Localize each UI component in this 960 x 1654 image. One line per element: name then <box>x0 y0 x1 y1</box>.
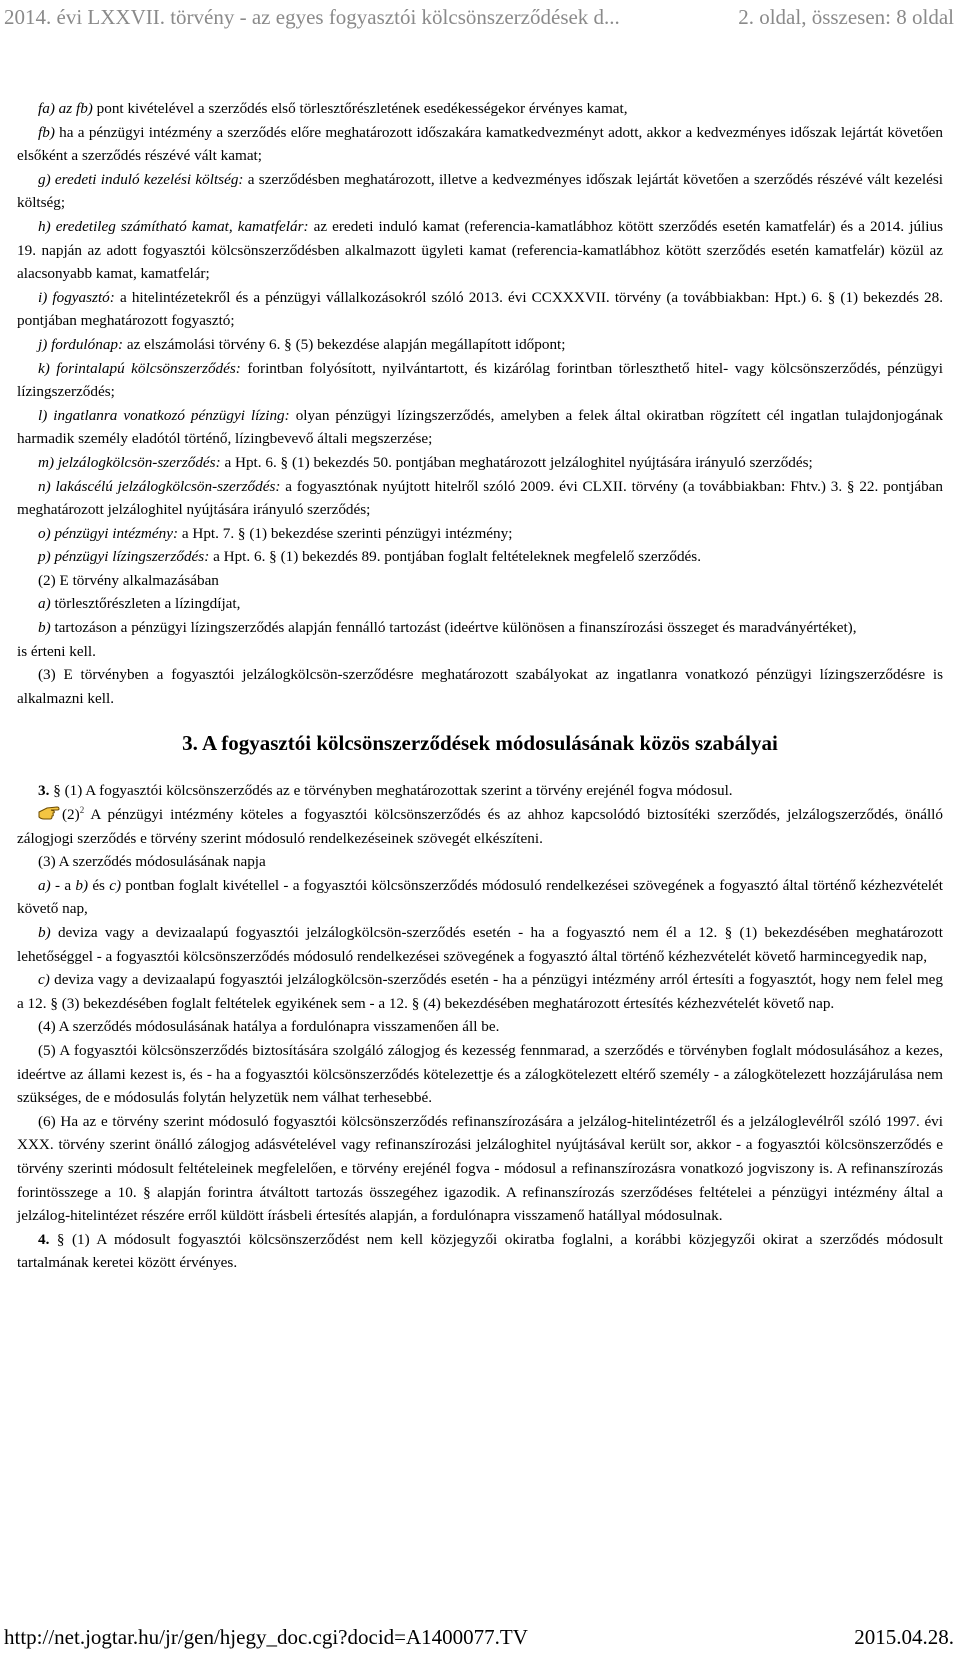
paragraph-text: (5) A fogyasztói kölcsönszerződés biztosítására szolgáló zálogjog és kezesség fennmarad, a szerződés e törvényben foglalt módosulásához a kezes, ideértve az állami kezest is, és - ha a fogyasztói kölcsönszerződés kötelezettje és a zálogkötelezett eltérő személy - a zálogkötelezett hozzájárulása nem szükséges, de e módosulás folytán helyzetük nem válhat terhesebbé. <box>17 1041 943 1107</box>
paragraph-text: (2) <box>62 806 80 824</box>
paragraph-text: ha a pénzügyi intézmény a szerződés előre meghatározott időszakára kamatkedvezményt adott, akkor a kedvezményes időszak lejártát követően elsőként a szerződés részévé vált kamat; <box>17 123 943 165</box>
paragraph <box>17 451 943 475</box>
section-number: 3. <box>38 782 50 800</box>
point-label: b) <box>38 924 51 941</box>
page-header <box>0 0 960 34</box>
point-label: a) <box>38 595 51 613</box>
paragraph <box>17 97 943 121</box>
paragraph <box>17 1228 943 1275</box>
paragraph <box>17 968 943 1015</box>
point-label: a) <box>38 876 51 894</box>
paragraph-text: (3) A szerződés módosulásának napja <box>38 853 266 871</box>
paragraph-text: a Hpt. 6. § (1) bekezdés 89. pontjában foglalt feltételeknek megfelelő szerződés. <box>209 548 701 566</box>
footnote-link[interactable]: 2 <box>79 804 85 815</box>
paragraph-text: deviza vagy a devizaalapú fogyasztói jelzálogkölcsön-szerződés esetén - ha a fogyasztó nem él a 12. § (1) bekezdésében meghatározott lehetőséggel - a fogyasztói kölcsönszerződés módosuló rendelkezései szövegének a fogyasztó által történő kézhezvételét követő harmincegyedik nap, <box>17 924 943 965</box>
paragraph <box>17 215 943 286</box>
paragraph <box>17 1039 943 1110</box>
point-label: c) <box>38 971 50 989</box>
paragraph-text: az eredeti induló kamat (referencia-kamatlábhoz kötött szerződés esetén kamatfelár) és a 2014. július 19. napján az adott fogyasztói kölcsönszerződésben alkalmazott ügyleti kamat (referencia-kamatlábhoz kötött szerződés esetén kamatfelár) közül az alacsonyabb kamat, kamatfelár; <box>17 217 943 283</box>
paragraph-text: a fogyasztónak nyújtott hitelről szóló 2009. évi CLXII. törvény (a továbbiakban: Fhtv.) 3. § 22. pontjában meghatározott jelzáloghitel nyújtására irányuló szerződés; <box>17 477 943 519</box>
paragraph <box>17 592 943 616</box>
paragraph-text: pontban foglalt kivétellel - a fogyasztói kölcsönszerződés módosuló rendelkezései szövegének a fogyasztó által történő kézhezvételét követő nap, <box>17 876 943 918</box>
footer-url[interactable]: http://net.jogtar.hu/jr/gen/hjegy_doc.cgi?docid=A1400077.TV <box>4 1624 528 1649</box>
paragraph-text: § (1) A fogyasztói kölcsönszerződés az e törvényben meghatározottak szerint a törvény erejénél fogva módosul. <box>49 782 733 800</box>
page-footer <box>0 1620 960 1654</box>
term-label: n) lakáscélú jelzálogkölcsön-szerződés: <box>38 477 281 495</box>
paragraph-text: § (1) A módosult fogyasztói kölcsönszerződést nem kell közjegyzői okiratba foglalni, a korábbi közjegyzői okirat a szerződés módosult tartalmának keretei között érvényes. <box>17 1230 943 1272</box>
paragraph-text: (6) Ha az e törvény szerint módosuló fogyasztói kölcsönszerződés refinanszírozására a jelzálog-hitelintézetről és a jelzáloglevélről szóló 1997. évi XXX. törvény szerint önálló zálogjog adásvételével vagy refinanszírozási jelzáloghitel nyújtásával került sor, akkor - a fogyasztói kölcsönszerződés e törvény szerinti módosult feltételeinek megfelelően, e törvény erejénél fogva - módosul a refinanszírozásra vonatkozó jogviszony is. A refinanszírozás forintösszege a 10. § alapján forintra átváltott tartozás összegéhez igazodik. A refinanszírozás szerződéses feltételei a pénzügyi intézmény által a jelzálog-hitelintézet részére erről küldött írásbeli értesítés alapján, a fordulónapra visszamenő hatállyal módosulnak. <box>17 1112 943 1225</box>
term-label: j) fordulónap: <box>38 335 124 353</box>
paragraph <box>17 168 943 215</box>
paragraph-text: tartozáson a pénzügyi lízingszerződés alapján fennálló tartozást (ideértve különösen a finanszírozási összeget és maradványértéket), <box>50 619 857 637</box>
term-label: k) forintalapú kölcsönszerződés: <box>38 359 241 377</box>
term-label: l) ingatlanra vonatkozó pénzügyi lízing: <box>38 406 290 424</box>
header-page-count: 2. oldal, összesen: 8 oldal <box>738 4 954 29</box>
paragraph-text: törlesztőrészleten a lízingdíjat, <box>50 595 241 613</box>
paragraph <box>17 475 943 522</box>
term-label: p) pénzügyi lízingszerződés: <box>38 548 210 566</box>
paragraph <box>17 569 943 593</box>
paragraph-text: deviza vagy a devizaalapú fogyasztói jelzálogkölcsön-szerződés esetén - ha a pénzügyi intézmény arról értesíti a fogyasztót, hogy nem felel meg a 12. § (3) bekezdésében foglalt feltételek egyikének sem - a 12. § (4) bekezdésében meghatározott értesítés kézhezvételét követő nap. <box>17 971 943 1012</box>
term-label: g) eredeti induló kezelési költség: <box>38 170 244 188</box>
paragraph <box>17 616 943 640</box>
paragraph-text: a Hpt. 7. § (1) bekezdése szerinti pénzügyi intézmény; <box>178 524 513 542</box>
paragraph <box>17 640 943 664</box>
point-label: b) <box>38 619 51 637</box>
paragraph <box>17 874 943 921</box>
header-document-title: 2014. évi LXXVII. törvény - az egyes fogyasztói kölcsönszerződések d... <box>4 4 620 29</box>
term-label: m) jelzálogkölcsön-szerződés: <box>38 453 221 471</box>
document-body <box>17 97 943 1275</box>
paragraph-text: is érteni kell. <box>17 642 96 660</box>
point-label: b) <box>75 876 89 894</box>
paragraph <box>17 404 943 451</box>
point-label: fa) az fb) <box>38 100 93 117</box>
paragraph <box>17 803 943 850</box>
section-number: 4. <box>38 1230 50 1248</box>
paragraph-text: és <box>88 876 110 894</box>
paragraph-text: A pénzügyi intézmény köteles a fogyasztói kölcsönszerződés és az ahhoz kapcsolódó biztosítéki szerződés, jelzálogszerződés, önálló zálogjogi szerződés e törvény szerint módosuló rendelkezéseinek szövegét elkészíteni. <box>17 806 943 847</box>
paragraph-text: olyan pénzügyi lízingszerződés, amelyben a felek által okiratban rögzített cél ingatlan tulajdonjogának harmadik személy eladótól történő, lízingbevevő általi megszerzése; <box>17 406 944 448</box>
paragraph-text: pont kivételével a szerződés első törlesztőrészletének esedékességekor érvényes kamat, <box>92 100 628 117</box>
paragraph <box>17 286 943 333</box>
paragraph-text: (3) E törvényben a fogyasztói jelzálogkölcsön-szerződésre meghatározott szabályokat az ingatlanra vonatkozó pénzügyi lízingszerződésre is alkalmazni kell. <box>17 666 943 707</box>
paragraph-text: a Hpt. 6. § (1) bekezdés 50. pontjában meghatározott jelzáloghitel nyújtására irányuló szerződés; <box>220 453 813 471</box>
paragraph <box>17 779 943 803</box>
term-label: o) pénzügyi intézmény: <box>38 524 179 542</box>
term-label: i) fogyasztó: <box>38 288 115 306</box>
pointing-hand-icon[interactable] <box>38 803 60 822</box>
paragraph-text: (2) E törvény alkalmazásában <box>38 571 219 589</box>
footer-date: 2015.04.28. <box>854 1624 954 1649</box>
paragraph <box>17 1015 943 1039</box>
paragraph <box>17 357 943 404</box>
point-label: c) <box>109 876 122 894</box>
paragraph <box>17 663 943 710</box>
section-title: 3. A fogyasztói kölcsönszerződések módosulásának közös szabályai <box>182 731 778 756</box>
paragraph-text: az elszámolási törvény 6. § (5) bekezdése alapján megállapított időpont; <box>123 335 566 353</box>
paragraph <box>17 545 943 569</box>
paragraph <box>17 121 943 168</box>
paragraph <box>17 850 943 874</box>
paragraph-text: forintban folyósított, nyilvántartott, és kizárólag forintban törleszthető hitel- vagy kölcsönszerződés, pénzügyi lízingszerződés; <box>17 359 943 401</box>
paragraph-text: a szerződésben meghatározott, illetve a kedvezményes időszak lejártát követően a szerződés részévé vált kezelési költség; <box>17 170 944 212</box>
paragraph <box>17 522 943 546</box>
term-label: h) eredetileg számítható kamat, kamatfelár: <box>38 217 309 235</box>
paragraph <box>17 1110 943 1228</box>
paragraph-text: - a <box>50 876 76 894</box>
paragraph-text: a hitelintézetekről és a pénzügyi vállalkozásokról szóló 2013. évi CCXXXVII. törvény (a továbbiakban: Hpt.) 6. § (1) bekezdés 28. pontjában meghatározott fogyasztó; <box>17 288 943 330</box>
paragraph-text: (4) A szerződés módosulásának hatálya a fordulónapra visszamenően áll be. <box>38 1018 500 1036</box>
paragraph <box>17 333 943 357</box>
point-label: fb) <box>38 123 55 141</box>
paragraph <box>17 921 943 968</box>
